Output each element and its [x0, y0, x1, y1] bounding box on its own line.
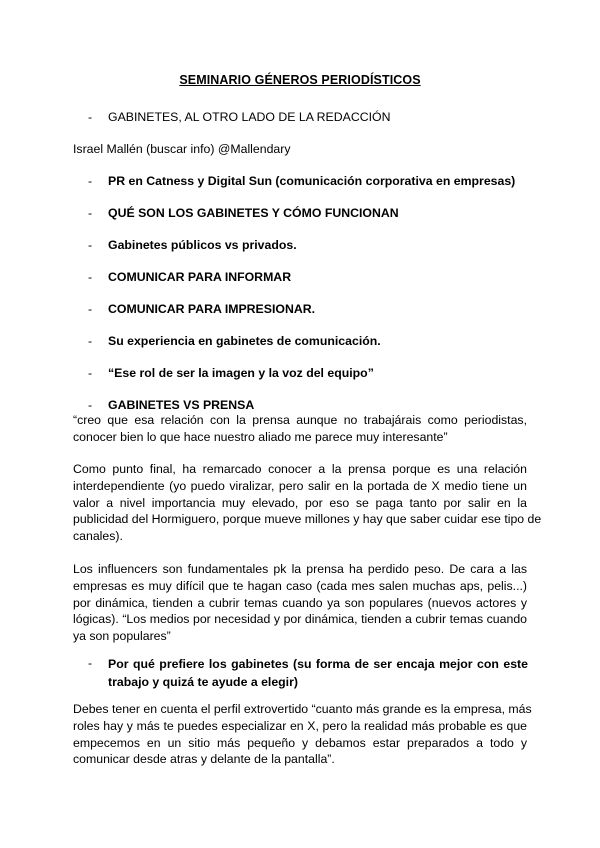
list-item-text: [108, 656, 528, 691]
paragraph-line: “creo que esa relación con la prensa aunque no trabajárais como periodistas,: [73, 413, 527, 427]
paragraph-line: por dinámica, tienden a cubrir temas cuando ya son populares (nuevos actores y: [73, 595, 527, 610]
paragraph-line: Debes tener en cuenta el perfil extrovertido “cuanto más grande es la empresa, más: [73, 702, 532, 716]
paragraph-line: comunicar desde atras y delante de la pantalla”.: [73, 752, 335, 767]
paragraph: [73, 561, 527, 645]
subtitle-text: GABINETES, AL OTRO LADO DE LA REDACCIÓN: [108, 110, 391, 124]
bullet-dash: -: [88, 656, 93, 670]
paragraph-line: interdependiente (yo puedo viralizar, pero salir en la portada de X medio tiene un: [73, 478, 527, 493]
list-item-text: Gabinetes públicos vs privados.: [108, 238, 297, 252]
list-item-text: QUÉ SON LOS GABINETES Y CÓMO FUNCIONAN: [108, 206, 399, 220]
paragraph-line: conocer bien lo que hace nuestro aliado me parece muy interesante”: [73, 429, 448, 444]
list-item-text: “Ese rol de ser la imagen y la voz del equipo”: [108, 366, 374, 380]
paragraph-line: lógicas). “Los medios por necesidad y por dinámica, tienden a cubrir temas cuando: [73, 612, 527, 627]
list-item-text: COMUNICAR PARA IMPRESIONAR.: [108, 302, 315, 316]
quote-paragraph: [73, 412, 527, 446]
paragraph: [73, 461, 542, 545]
bullet-dash: -: [88, 206, 93, 220]
author-line: Israel Mallén (buscar info) @Mallendary: [73, 142, 291, 156]
paragraph-line: roles hay y más te puedes especializar en X, pero la realidad más probable es que: [73, 718, 527, 733]
bullet-dash: -: [88, 302, 93, 316]
paragraph-line: publicidad del Hormiguero, porque mueve millones y hay que saber cuidar ese tipo de: [73, 512, 542, 527]
bullet-dash: -: [88, 238, 93, 252]
bullet-dash: -: [88, 334, 93, 348]
paragraph-line: Como punto final, ha remarcado conocer a la prensa porque es una relación: [73, 462, 527, 476]
list-item-text: GABINETES VS PRENSA: [108, 398, 255, 412]
bullet-dash: -: [88, 110, 93, 124]
list-item-line: trabajo y quizá te ayude a elegir): [108, 674, 298, 689]
paragraph-line: Los influencers son fundamentales pk la prensa ha perdido peso. De cara a las: [73, 562, 527, 576]
paragraph: [73, 701, 532, 768]
bullet-dash: -: [88, 398, 93, 412]
document-title: SEMINARIO GÉNEROS PERIODÍSTICOS: [179, 73, 421, 87]
paragraph-line: valor a nivel importancia muy elevado, por eso se paga tanto por salir en la: [73, 495, 527, 510]
list-item-line: Por qué prefiere los gabinetes (su forma de ser encaja mejor con este: [108, 657, 528, 671]
paragraph-line: canales).: [73, 529, 123, 544]
bullet-dash: -: [88, 270, 93, 284]
paragraph-line: empresas es muy difícil que te hagan caso (cada mes salen muchas aps, pelis...): [73, 578, 527, 593]
list-item-text: Su experiencia en gabinetes de comunicación.: [108, 334, 381, 348]
bullet-dash: -: [88, 174, 93, 188]
paragraph-line: empecemos en un sitio más pequeño y debamos estar preparados a todo y: [73, 735, 527, 750]
bullet-dash: -: [88, 366, 93, 380]
list-item-text: PR en Catness y Digital Sun (comunicación corporativa en empresas): [108, 174, 516, 188]
list-item-text: COMUNICAR PARA INFORMAR: [108, 270, 292, 284]
paragraph-line: ya son populares”: [73, 629, 171, 644]
